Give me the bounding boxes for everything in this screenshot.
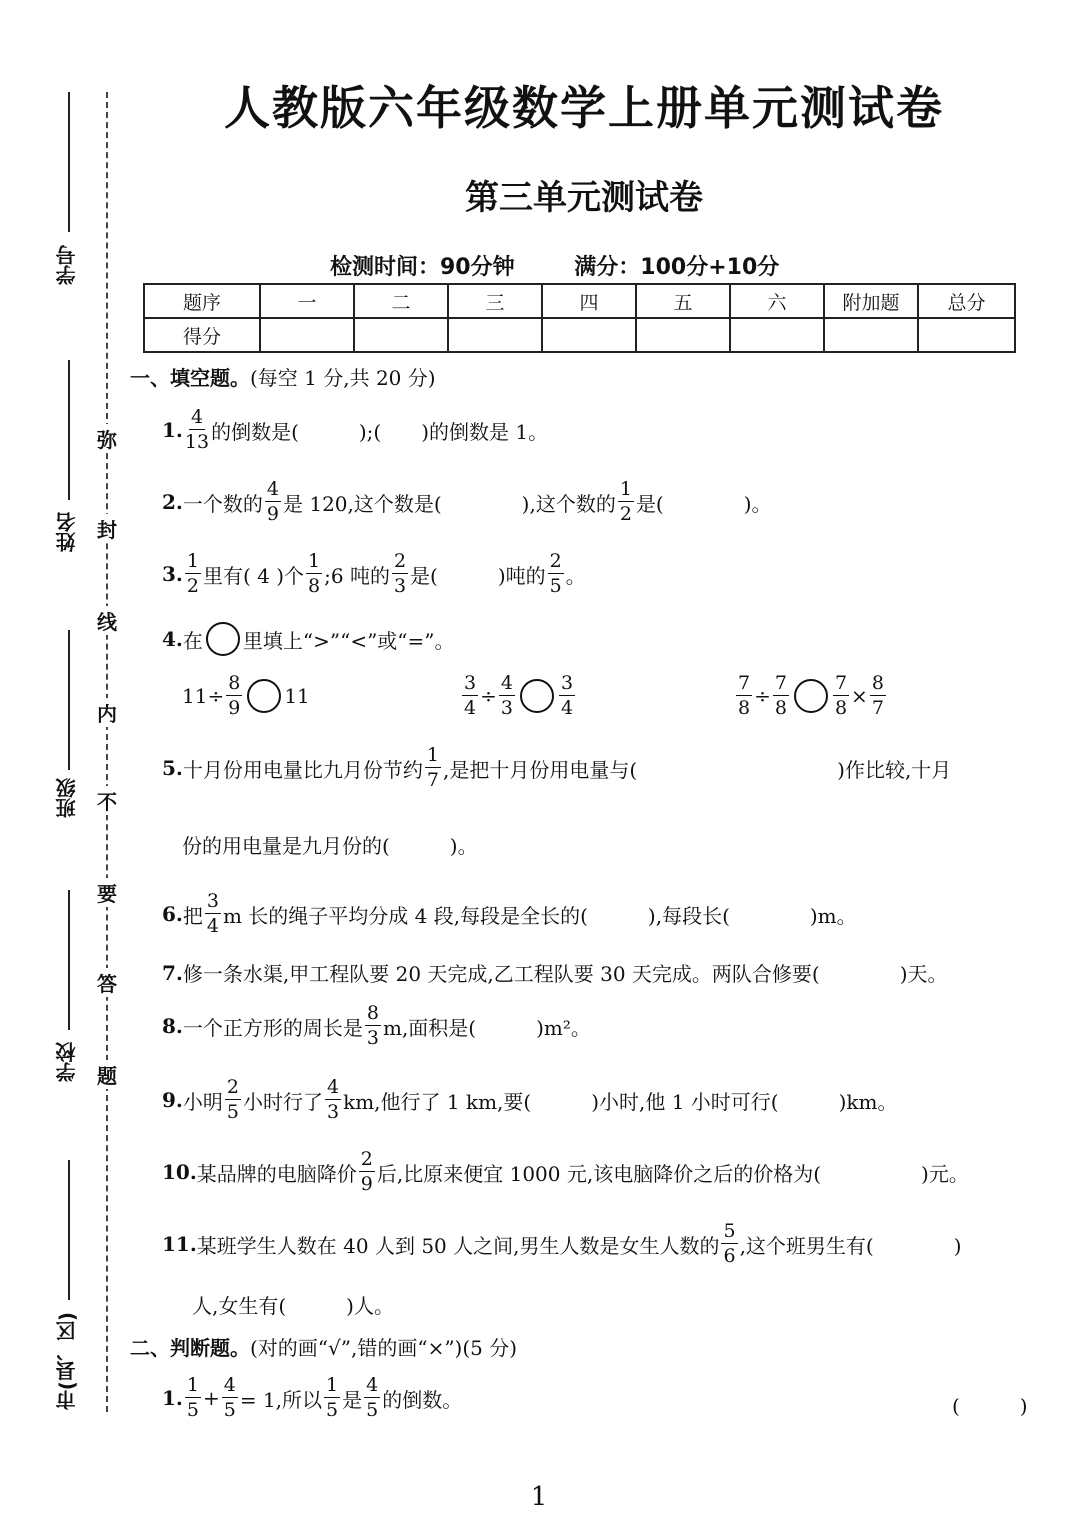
question-text: 的倒数。 [382,1387,463,1412]
question-number: 1. [162,1386,183,1410]
seal-char: 弥 [96,424,118,453]
question-text: m,面积是( )m²。 [382,1015,591,1040]
question-text: = 1,所以 [239,1387,323,1412]
field-name: 姓名 [52,512,81,552]
fraction: $\frac{4}{9}$ [266,478,279,525]
section-title: 二、判断题。 [130,1336,250,1360]
judge-answer-blank[interactable] [952,1390,1028,1419]
question-number: 5. [162,756,183,780]
seal-line [106,92,108,1412]
question-text: ;6 吨的 [324,563,390,588]
score-table [143,283,1016,353]
seal-char: 题 [96,1060,118,1089]
question-text: m 长的绳子平均分成 4 段,每段是全长的( ),每段长( )m。 [222,903,857,928]
fraction: $\frac{2}{5}$ [549,550,562,597]
question-text: ,是把十月份用电量与( )作比较,十月 [442,757,952,782]
question-number: 7. [162,960,183,985]
fraction: $\frac{1}{8}$ [308,550,321,597]
fraction: $\frac{4}{5}$ [223,1374,236,1421]
question-text: 人,女生有( )人。 [192,1294,394,1318]
question-number: 8. [162,1014,183,1038]
page-title: 人教版六年级数学上册单元测试卷 [224,81,944,135]
compare-circle[interactable] [520,679,554,713]
section-note: (对的画“√”,错的画“×”)(5 分) [250,1336,518,1360]
question-text: ,这个班男生有( ) [739,1233,962,1258]
fraction: $\frac{4}{5}$ [366,1374,379,1421]
question-1 [162,408,548,452]
question-text: 小明 [182,1089,223,1114]
operator: ÷ [480,684,497,708]
question-6 [162,892,857,936]
section-true-false-heading [130,1332,517,1361]
fraction: $\frac{4}{3}$ [326,1076,340,1123]
expr-text: 11÷ [182,684,225,708]
field-line [68,890,70,1030]
question-text: 是 [342,1387,363,1412]
fraction: $\frac{7}{8}$ [738,672,751,719]
exam-full-score: 满分：100分+10分 [574,255,780,280]
fraction: $\frac{4}{13}$ [184,406,210,453]
question-4c [734,674,888,718]
question-7 [162,958,948,987]
seal-char: 线 [96,606,118,635]
field-line [68,1160,70,1300]
seal-char: 答 [96,968,118,997]
question-number: 6. [162,902,183,926]
score-header-cell: 六 [730,284,824,318]
question-text: 某品牌的电脑降价 [196,1161,357,1186]
question-text: 是 120,这个数是( ),这个数的 [282,491,616,516]
question-text: 把 [182,903,203,928]
operator: × [851,684,868,708]
question-2 [162,480,772,524]
question-text: 一个正方形的周长是 [182,1015,363,1040]
compare-circle[interactable] [247,679,281,713]
question-text: 。 [565,563,586,588]
question-text: 在 [182,628,203,653]
score-cell[interactable] [448,318,542,352]
score-cell[interactable] [354,318,448,352]
fraction: $\frac{5}{6}$ [723,1220,736,1267]
page-number: 1 [530,1482,548,1512]
question-number: 1. [162,418,183,442]
score-cell[interactable] [824,318,918,352]
fraction: $\frac{1}{5}$ [326,1374,339,1421]
field-line [68,360,70,500]
operator: + [202,1386,220,1410]
question-number: 9. [162,1088,183,1112]
field-line [68,630,70,770]
score-header-cell: 五 [636,284,730,318]
score-header-cell: 三 [448,284,542,318]
question-text: 是( )。 [635,491,772,516]
question-5 [162,746,951,790]
section-fill-blank-heading [130,362,436,391]
question-text: 份的用电量是九月份的( )。 [182,834,478,858]
score-cell[interactable] [730,318,824,352]
question-9 [162,1078,898,1122]
fraction: $\frac{1}{2}$ [186,550,199,597]
seal-char: 不 [96,786,118,815]
seal-char: 封 [96,514,118,543]
expr-text: 11 [284,684,310,708]
question-number: 10. [162,1160,197,1184]
question-text: 小时行了 [242,1089,323,1114]
score-cell[interactable] [636,318,730,352]
field-student-id: 学号 [52,245,81,285]
score-row-label: 得分 [144,318,260,352]
answer-paren[interactable]: ( ) [952,1394,1028,1418]
fraction: $\frac{2}{5}$ [226,1076,239,1123]
score-header-cell: 总分 [918,284,1015,318]
fraction: $\frac{3}{4}$ [560,672,574,719]
fraction: $\frac{7}{8}$ [834,672,848,719]
field-city: 市(县、区) [52,1312,81,1410]
seal-char: 要 [96,878,118,907]
score-cell[interactable] [260,318,354,352]
fraction: $\frac{1}{2}$ [619,478,632,525]
score-cell[interactable] [918,318,1015,352]
circle-blank-icon [206,622,240,656]
fraction: $\frac{2}{3}$ [393,550,407,597]
seal-char: 内 [96,698,118,727]
score-header-cell: 四 [542,284,636,318]
compare-circle[interactable] [794,679,828,713]
question-number: 2. [162,490,183,514]
question-text: km,他行了 1 km,要( )小时,他 1 小时可行( )km。 [343,1089,898,1114]
field-line [68,92,70,232]
question-11-line2 [192,1290,394,1319]
question-number: 4. [162,627,183,651]
score-header-cell: 一 [260,284,354,318]
question-text: 的倒数是( );( )的倒数是 1。 [211,419,549,444]
score-cell[interactable] [542,318,636,352]
question-8 [162,1004,591,1048]
question-text: 是( )吨的 [410,563,546,588]
judge-question-1 [162,1376,462,1420]
fraction: $\frac{2}{9}$ [360,1148,373,1195]
operator: ÷ [754,684,771,708]
question-text: 十月份用电量比九月份节约 [182,757,423,782]
question-number: 3. [162,562,183,586]
question-text: 里填上“>”“<”或“=”。 [242,628,455,653]
question-text: 一个数的 [182,491,263,516]
question-text: 后,比原来便宜 1000 元,该电脑降价之后的价格为( )元。 [376,1161,969,1186]
section-title: 一、填空题。 [130,366,250,390]
question-number: 11. [162,1232,197,1256]
field-school: 学校 [52,1042,81,1082]
fraction: $\frac{1}{7}$ [426,744,439,791]
exam-time: 检测时间：90分钟 [330,255,515,280]
fraction: $\frac{8}{3}$ [366,1002,379,1049]
score-header-cell: 附加题 [824,284,918,318]
score-header-cell: 题序 [144,284,260,318]
question-3 [162,552,586,596]
section-note: (每空 1 分,共 20 分) [250,366,436,390]
fraction: $\frac{4}{3}$ [500,672,513,719]
question-4 [162,622,455,656]
fraction: $\frac{3}{4}$ [206,890,219,937]
question-11 [162,1222,962,1266]
fraction: $\frac{3}{4}$ [464,672,477,719]
question-10 [162,1150,969,1194]
page-subtitle: 第三单元测试卷 [465,178,703,218]
question-4b [460,674,577,718]
score-table-score-row [144,318,1015,352]
question-text: 里有( 4 )个 [202,563,305,588]
exam-meta [330,250,831,281]
question-text: 修一条水渠,甲工程队要 20 天完成,乙工程队要 30 天完成。两队合修要( )天。 [182,962,948,986]
fraction: $\frac{8}{9}$ [228,672,241,719]
field-class: 班级 [52,778,81,818]
fraction: $\frac{1}{5}$ [186,1374,199,1421]
question-text: 某班学生人数在 40 人到 50 人之间,男生人数是女生人数的 [196,1233,720,1258]
score-header-cell: 二 [354,284,448,318]
fraction: $\frac{7}{8}$ [774,672,787,719]
score-table-header-row [144,284,1015,318]
question-5-line2 [182,830,478,859]
fraction: $\frac{8}{7}$ [871,672,884,719]
question-4a [182,674,310,718]
